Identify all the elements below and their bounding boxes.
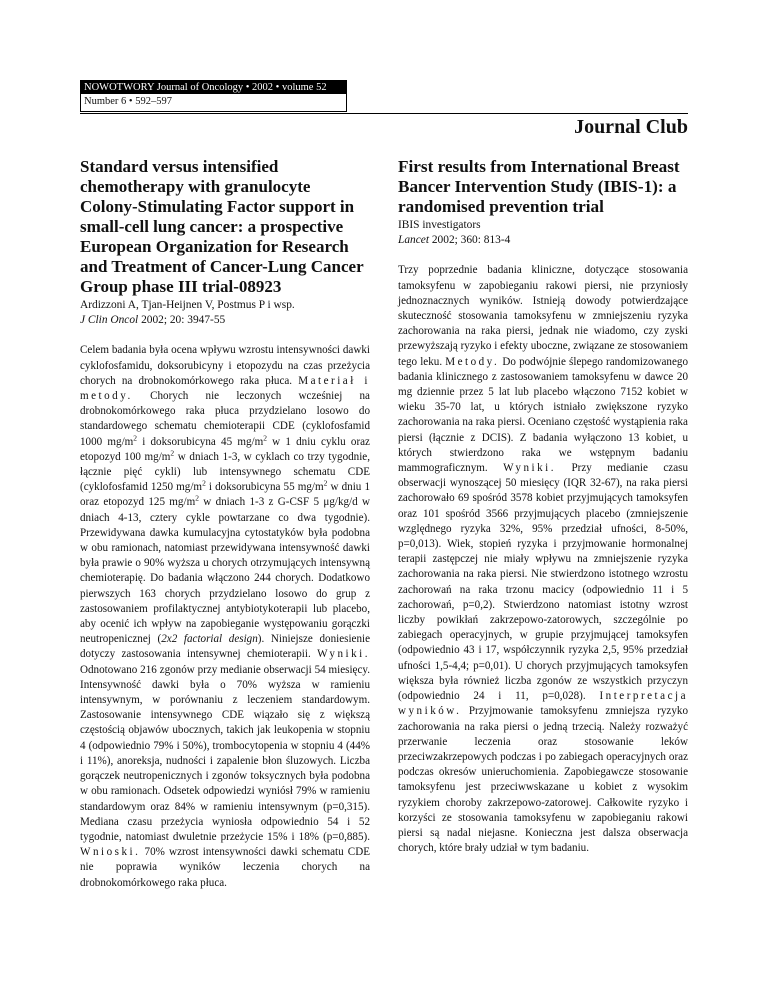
left-methods-text-8: ). Niniejsze doniesienie dotyczy zastosowania intensywnej chemioterapii.	[80, 633, 370, 661]
left-article-journal: J Clin Oncol	[80, 314, 139, 327]
superscript: 2	[202, 478, 206, 488]
left-methods-text-3: w 1 dniu cyklu oraz etopozyd 100 mg/m	[80, 435, 370, 463]
right-interpretation-text: Przyjmowanie tamoksyfenu zmniejsza ryzyko zachorowania na raka piersi o jedną trzecią. Należy rozważyć przerwanie leczenia oraz stosowanie leków przeciwzakrzepowych podczas i po zabiegach operacyjnych oraz podczas okresów unieruchomienia. Zapobiegawcze stosowanie tamoksyfenu jest przeciwwskazane u kobiet z wysokim ryzykiem choroby zakrzepowo-zatorowej. Całkowite ryzyko i korzyści ze stosowania tamoksyfenu w zapobieganiu rakowi piersi są nadal niejasne. Konieczna jest dalsza obserwacja chorych, które brały udział w tym badaniu.	[398, 705, 688, 855]
masthead-issue-line: Number 6 • 592–597	[84, 96, 172, 107]
left-methods-italic: 2x2 factorial design	[161, 633, 258, 646]
right-article-journal: Lancet	[398, 234, 430, 247]
superscript: 2	[133, 432, 138, 442]
superscript: 2	[263, 432, 267, 442]
right-article-intro: Trzy poprzednie badania kliniczne, dotyczące stosowania tamoksyfenu w zapobieganiu rakowi piersi, nie przyniosły jednoznacznych wyników. Istnieją dowody potwierdzające skuteczność stosowania tamoksyfenu w zmniejszeniu ryzyka zachorowania na raka piersi, jednak nie wiadomo, czy zyski przewyższają ryzyko i efekty uboczne, związane ze stosowaniem tego leku.	[398, 264, 688, 368]
left-article-authors: Ardizzoni A, Tjan-Heijnen V, Postmus P i wsp.	[80, 299, 295, 311]
right-interpretation-label: Interpretacja wyników.	[398, 690, 688, 718]
right-results-text: Przy medianie czasu obserwacji wynoszącej 50 miesięcy (IQR 32-67), na raka piersi zachorowało 69 spośród 3578 kobiet przyjmujących tamoksyfen oraz 101 spośród 3566 przyjmujących placebo (zmniejszenie względnego ryzyka 32%, 95% przedział ufności, 8-50%, p=0,013). Wiek, stopień ryzyka i przyjmowanie hormonalnej terapii zastępczej nie miały wpływu na zmniejszenie ryzyka zachorowania na raka piersi. Nie stwierdzono istotnego wzrostu zachorowań na raka trzonu macicy (odpowiednio 11 i 5 zachorowań, p=0,2). Stwierdzono natomiast istotny wzrost liczby powikłań zakrzepowo-zatorowych, szczególnie po zabiegach operacyjnych, w grupie przyjmującej tamoksyfen (odpowiednio 43 i 17, współczynnik ryzyka 2,5, 95% przedział ufności 1,5-4,4; p=0,01). U chorych przyjmujących tamoksyfen większa była również liczba zgonów ze wszystkich przyczyn (odpowiednio 24 i 11, p=0,028).	[398, 462, 688, 703]
left-methods-label: Materiał i metody.	[80, 374, 370, 403]
left-methods-text-7: w dniach 1-3 z G-CSF 5 μg/kg/d w dniach 4-13, cztery cykle powtarzane co dwa tygodnie). Przewidywana dawka kumulacyjna cytostatyków była podobna w obu ramionach, natomiast przewidywana intensywność dawki była prawie o 90% wyższa u chorych otrzymujących intensywną chemioterapię. Do badania włączono 244 chorych. Dodatkowo pierwszych 163 chorych przydzielano losowo do grup z zastosowaniem profilaktycznej antybiotykoterapii lub placebo, aby ocenić ich wpływ na zapobieganie występowaniu gorączki neutropenicznej (	[80, 496, 370, 646]
right-article-title: First results from International Breast Bancer Intervention Study (IBIS-1): a randomised prevention trial	[398, 157, 680, 216]
masthead-journal-line: NOWOTWORY Journal of Oncology • 2002 • volume 52	[81, 81, 346, 94]
right-article-authors: IBIS investigators	[398, 219, 481, 231]
journal-masthead	[80, 80, 347, 112]
left-article-title: Standard versus intensified chemotherapy with granulocyte Colony-Stimulating Factor support in small-cell lung cancer: a prospective European Organization for Research and Treatment of Cancer-Lung Cancer Group phase III trial-08923	[80, 157, 364, 296]
left-methods-text-1: Chorych nie leczonych wcześniej na drobnokomórkowego raka płuca przydzielano losowo do standardowego schematu chemioterapii CDE (cyklofosfamid 1000 mg/m	[80, 390, 370, 448]
right-article-abstract	[398, 263, 688, 856]
left-article-abstract	[80, 343, 370, 890]
right-article	[398, 157, 688, 856]
left-article-citation-details: 2002; 20: 3947-55	[138, 314, 226, 327]
left-results-label: Wyniki.	[317, 648, 370, 661]
header-rule	[80, 113, 688, 114]
right-article-citation	[398, 233, 688, 248]
left-results-text: Odnotowano 216 zgonów przy medianie obserwacji 54 miesięcy. Intensywność dawki była o 70% wyższa w ramieniu intensywnym, w porównaniu z leczeniem standardowym. Zastosowanie intensywnego CDE wiązało się z większą częstością objawów ubocznych, takich jak leukopenia w stopniu 4 (odpowiednio 79% i 50%), trombocytopenia w stopniu 4 (44% i 11%), anoreksja, nudności i zapalenie błon śluzowych. Liczba gorączek neutropenicznych i zgonów toksycznych była podobna w obu ramionach. Odsetek odpowiedzi wyniósł 79% w ramieniu standardowym oraz 84% w ramieniu intensywnym (p=0,315). Mediana czasu przeżycia wyniosła odpowiednio 54 i 52 tygodnie, natomiast dwuletnie przeżycie 15% i 18% (p=0,885).	[80, 663, 370, 843]
left-article-citation	[80, 313, 370, 328]
left-article	[80, 157, 370, 891]
section-title: Journal Club	[574, 116, 688, 138]
right-methods-text: Do podwójnie ślepego randomizowanego badania klinicznego z zastosowaniem tamoksyfenu w dawce 20 mg dziennie przez 5 lat lub placebo włączono 7152 kobiet w wieku 35-70 lat, u których istniało zwiększone ryzyko zachorowania na raka piersi. Oceniano częstość wystąpienia raka piersi (łącznie z DCIS). Z badania wyłączono 13 kobiet, u których stwierdzono raka we wstępnym badaniu mammograficznym.	[398, 355, 688, 475]
superscript: 2	[195, 493, 199, 503]
superscript: 2	[170, 448, 175, 458]
superscript: 2	[323, 478, 328, 488]
left-methods-text-4: w dniach 1-3, w cyklach co trzy tygodnie, łącznie pięć cykli) lub intensywnego schematu CDE (cyklofosfamid 1250 mg/m	[80, 450, 370, 494]
right-results-label: Wyniki.	[503, 462, 556, 475]
left-conclusions-label: Wnioski.	[80, 846, 141, 859]
right-article-citation-details: 2002; 360: 813-4	[429, 234, 511, 247]
left-conclusions-text: 70% wzrost intensywności dawki schematu CDE nie poprawia wyników leczenia chorych na drobnokomórkowego raka płuca.	[80, 846, 370, 889]
left-article-intro: Celem badania była ocena wpływu wzrostu intensywności dawki cyklofosfamidu, doksorubicyny i etopozydu na czas przeżycia chorych na drobnokomórkowego raka płuca.	[80, 344, 370, 387]
left-methods-text-5: i doksorubicyna 55 mg/m	[205, 481, 324, 494]
right-methods-label: Metody.	[445, 355, 500, 368]
left-methods-text-2: i doksorubicyna 45 mg/m	[137, 435, 264, 448]
left-methods-text-6: w dniu 1 oraz etopozyd 125 mg/m	[80, 481, 370, 509]
